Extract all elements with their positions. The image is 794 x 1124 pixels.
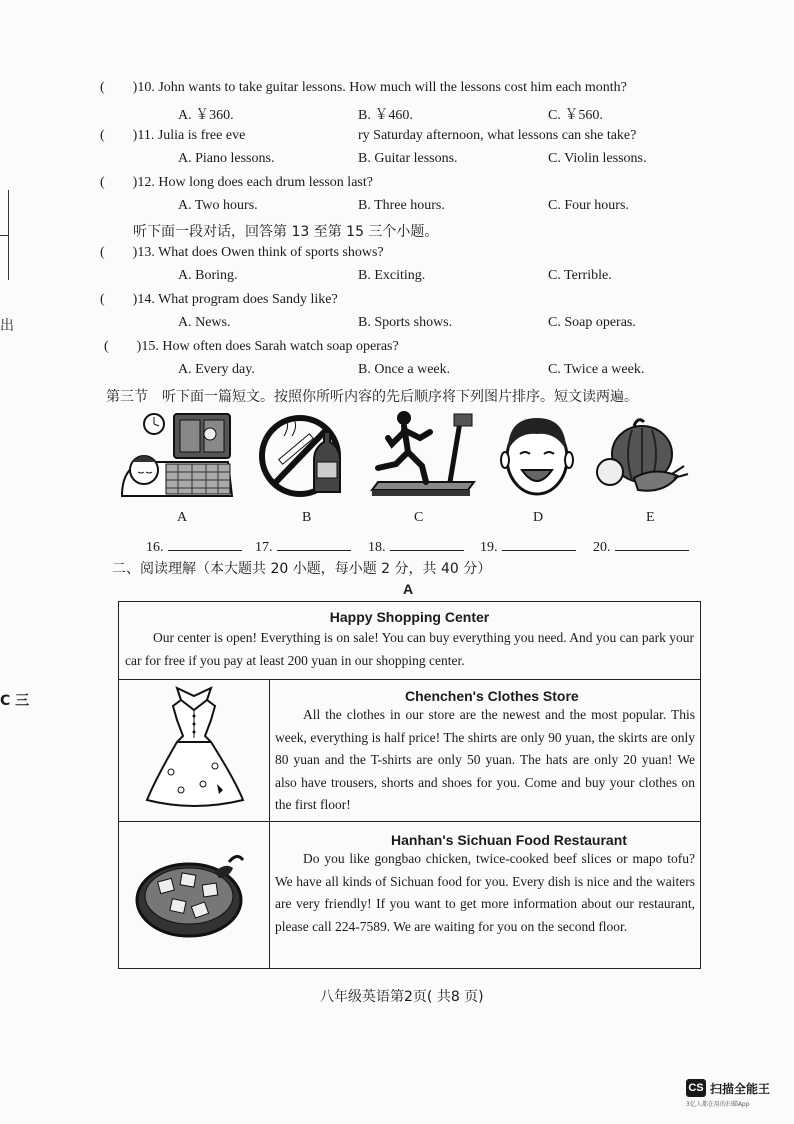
ad-title: Happy Shopping Center: [329, 609, 490, 625]
ad-text-cell: [275, 822, 695, 938]
option-c: C. Soap operas.: [548, 315, 636, 330]
blank-number: 20.: [593, 540, 611, 555]
ad-image-cell: [119, 680, 270, 821]
instruction-13-15: 听下面一段对话，回答第 13 至第 15 三个小题。: [133, 224, 439, 240]
option-a: A. Two hours.: [178, 198, 258, 213]
blank-line[interactable]: [615, 536, 689, 551]
question-11: [100, 128, 245, 144]
picture-d-smiling-boy-face: [500, 410, 574, 500]
ad-title: Hanhan's Sichuan Food Restaurant: [391, 832, 627, 848]
margin-tick: [0, 235, 8, 236]
option-a: A. News.: [178, 315, 231, 330]
ad-text-cell: [275, 680, 695, 817]
picture-label-e: E: [646, 510, 655, 525]
blank-line[interactable]: [277, 536, 351, 551]
question-14: [100, 292, 338, 308]
ad-shopping-center: [118, 601, 701, 680]
answer-paren[interactable]: (: [100, 245, 133, 260]
ad-title: Chenchen's Clothes Store: [405, 688, 579, 704]
margin-fragment: 出: [0, 318, 14, 334]
option-c: C. Violin lessons.: [548, 151, 647, 166]
option-a: A. Every day.: [178, 362, 255, 377]
question-number: )12.: [132, 175, 155, 190]
sichuan-dish-icon: [119, 822, 269, 968]
answer-blank-17[interactable]: [255, 536, 351, 556]
answer-blank-20[interactable]: [593, 536, 689, 556]
page-footer: 八年级英语第2页( 共8 页): [320, 989, 484, 1005]
question-text: What program does Sandy like?: [158, 292, 338, 307]
option-b: B. Three hours.: [358, 198, 445, 213]
dress-icon: [119, 680, 269, 821]
blank-line[interactable]: [168, 536, 242, 551]
option-b: B. Once a week.: [358, 362, 451, 377]
option-b: B. ￥460.: [358, 108, 413, 123]
picture-label-b: B: [302, 510, 312, 525]
ad-image-cell: [119, 822, 270, 968]
blank-number: 18.: [368, 540, 386, 555]
scanner-logo: CS: [686, 1079, 706, 1097]
answer-blank-19[interactable]: [480, 536, 576, 556]
picture-label-d: D: [533, 510, 544, 525]
option-a: A. ￥360.: [178, 108, 234, 123]
ad-clothes-store: [118, 679, 701, 822]
option-a: A. Piano lessons.: [178, 151, 275, 166]
answer-paren[interactable]: (: [100, 80, 133, 95]
option-b: B. Exciting.: [358, 268, 426, 283]
question-number: )11.: [132, 128, 155, 143]
question-text: John wants to take guitar lessons. How much will the lessons cost him each month?: [158, 80, 627, 95]
question-text-continued: ry Saturday afternoon, what lessons can she take?: [358, 128, 637, 143]
picture-c-treadmill-runner: [368, 408, 480, 498]
section-3-heading: 第三节 听下面一篇短文。按照你所听内容的先后顺序将下列图片排序。短文读两遍。: [106, 389, 638, 405]
picture-label-a: A: [177, 510, 188, 525]
question-number: )10.: [132, 80, 155, 95]
option-b: B. Sports shows.: [358, 315, 453, 330]
option-c: C. Terrible.: [548, 268, 612, 283]
option-c: C. Four hours.: [548, 198, 629, 213]
answer-paren[interactable]: (: [104, 339, 137, 354]
option-c: C. Twice a week.: [548, 362, 645, 377]
answer-paren[interactable]: (: [100, 128, 133, 143]
question-text: What does Owen think of sports shows?: [158, 245, 384, 260]
margin-fragment: C 三: [0, 693, 30, 709]
question-number: )14.: [132, 292, 155, 307]
blank-line[interactable]: [390, 536, 464, 551]
blank-number: 16.: [146, 540, 164, 555]
answer-paren[interactable]: (: [100, 292, 133, 307]
question-12: [100, 175, 373, 191]
answer-blank-18[interactable]: [368, 536, 464, 556]
answer-blank-16[interactable]: [146, 536, 242, 556]
scanner-app-name: 扫描全能王: [710, 1081, 771, 1096]
ad-body: Do you like gongbao chicken, twice-cooked beef slices or mapo tofu? We have all kinds of Sichuan food for you. Every dish is nice and the waiters are very friendly! If you want to get more information about our restaurant, please call 224-7589. We are waiting for you on the second floor.: [275, 851, 695, 934]
picture-label-c: C: [414, 510, 424, 525]
ad-restaurant: [118, 821, 701, 969]
scanner-watermark: [686, 1079, 770, 1108]
answer-paren[interactable]: (: [100, 175, 133, 190]
reading-heading: 二、阅读理解（本大题共 20 小题，每小题 2 分，共 40 分）: [112, 561, 492, 577]
question-number: )13.: [132, 245, 155, 260]
question-13: [100, 245, 384, 261]
picture-e-fruits-vegetables: [594, 416, 690, 498]
option-b: B. Guitar lessons.: [358, 151, 458, 166]
question-15: [104, 339, 399, 355]
question-10: [100, 80, 627, 96]
picture-a-sleeping-boy-clock: [118, 412, 236, 498]
question-text: How often does Sarah watch soap operas?: [162, 339, 399, 354]
question-text: Julia is free eve: [157, 128, 246, 143]
option-a: A. Boring.: [178, 268, 238, 283]
option-c: C. ￥560.: [548, 108, 603, 123]
picture-b-no-smoking-drinking: [254, 412, 354, 498]
scanner-tagline: 3亿人都在用的扫描App: [686, 1101, 750, 1109]
question-text: How long does each drum lesson last?: [158, 175, 373, 190]
blank-line[interactable]: [502, 536, 576, 551]
reading-section-letter: A: [403, 581, 414, 597]
ad-body: Our center is open! Everything is on sale! You can buy everything you need. And you can park your car for free if you pay at least 200 yuan in our shopping center.: [125, 630, 694, 668]
ad-body: All the clothes in our store are the newest and the most popular. This week, everything is half price! The shirts are only 90 yuan, the skirts are only 80 yuan and the T-shirts are only 50 yuan. The hats are only 20 yuan! We also have trousers, shorts and shoes for you. Come and buy your clothes on the first floor!: [275, 707, 695, 812]
blank-number: 17.: [255, 540, 273, 555]
blank-number: 19.: [480, 540, 498, 555]
question-number: )15.: [136, 339, 159, 354]
